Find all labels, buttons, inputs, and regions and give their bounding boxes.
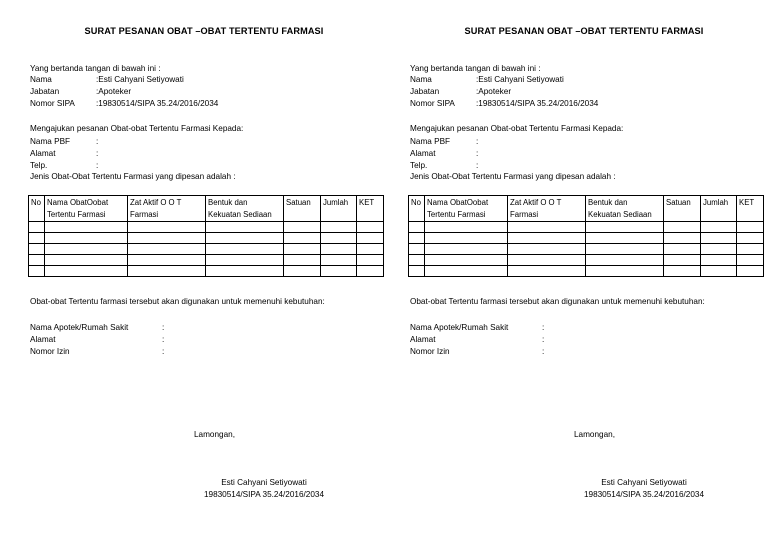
- license-row: [410, 346, 545, 357]
- order-table: [408, 195, 764, 277]
- pharmacy-name-value: :: [162, 323, 165, 332]
- pbf-name-row: [30, 136, 99, 147]
- pbf-phone-label: Telp.: [410, 161, 428, 170]
- form-title: SURAT PESANAN OBAT –OBAT TERTENTU FARMASI: [84, 26, 324, 36]
- table-row: [409, 222, 764, 233]
- name-row: [410, 74, 564, 85]
- place-date: Lamongan,: [574, 430, 615, 439]
- order-form-left: [26, 0, 386, 543]
- signer-number: 19830514/SIPA 35.24/2016/2034: [203, 490, 325, 499]
- header-quantity: Jumlah: [321, 196, 357, 222]
- position-value: :Apoteker: [96, 87, 132, 96]
- pharmacy-name-label: Nama Apotek/Rumah Sakit: [30, 323, 129, 332]
- pbf-name-row: [410, 136, 479, 147]
- pharmacy-address-row: [30, 334, 165, 345]
- request-text: Mengajukan pesanan Obat-obat Tertentu Farmasi Kepada:: [30, 124, 244, 133]
- pbf-phone-row: [30, 160, 99, 171]
- name-row: [30, 74, 184, 85]
- pharmacy-name-value: :: [542, 323, 545, 332]
- header-notes: KET: [737, 196, 764, 222]
- header-unit: Satuan: [664, 196, 701, 222]
- order-table: [28, 195, 384, 277]
- pharmacy-address-value: :: [162, 335, 165, 344]
- signer-name: Esti Cahyani Setiyowati: [221, 478, 307, 487]
- pbf-phone-label: Telp.: [30, 161, 48, 170]
- pbf-address-row: [30, 148, 99, 159]
- request-text: Mengajukan pesanan Obat-obat Tertentu Farmasi Kepada:: [410, 124, 624, 133]
- signature-block: [564, 477, 724, 501]
- name-label: Nama: [410, 75, 432, 84]
- purpose-text: Obat-obat Tertentu farmasi tersebut akan digunakan untuk memenuhi kebutuhan:: [410, 297, 705, 306]
- sipa-label: Nomor SIPA: [410, 99, 455, 108]
- pbf-phone-value: :: [476, 161, 479, 170]
- purpose-text: Obat-obat Tertentu farmasi tersebut akan digunakan untuk memenuhi kebutuhan:: [30, 297, 325, 306]
- order-form-right: [406, 0, 766, 543]
- header-unit: Satuan: [284, 196, 321, 222]
- table-row: [29, 266, 384, 277]
- table-header-row: [409, 196, 764, 222]
- intro-text: Yang bertanda tangan di bawah ini :: [30, 64, 161, 73]
- position-label: Jabatan: [410, 87, 440, 96]
- pbf-address-value: :: [476, 149, 479, 158]
- table-row: [409, 266, 764, 277]
- sipa-value: :19830514/SIPA 35.24/2016/2034: [476, 99, 599, 108]
- header-no: No: [29, 196, 45, 222]
- header-active-substance: Zat Aktif O O T Farmasi: [128, 196, 206, 222]
- pbf-address-label: Alamat: [30, 149, 56, 158]
- license-label: Nomor Izin: [410, 347, 450, 356]
- sipa-value: :19830514/SIPA 35.24/2016/2034: [96, 99, 219, 108]
- name-value: :Esti Cahyani Setiyowati: [476, 75, 564, 84]
- pbf-name-label: Nama PBF: [30, 137, 71, 146]
- license-label: Nomor Izin: [30, 347, 70, 356]
- pbf-phone-row: [410, 160, 479, 171]
- pharmacy-address-label: Alamat: [30, 335, 56, 344]
- intro-text: Yang bertanda tangan di bawah ini :: [410, 64, 541, 73]
- signer-name: Esti Cahyani Setiyowati: [601, 478, 687, 487]
- pbf-address-value: :: [96, 149, 99, 158]
- header-drug-name: Nama ObatOobat Tertentu Farmasi: [45, 196, 128, 222]
- pharmacy-address-row: [410, 334, 545, 345]
- table-row: [29, 233, 384, 244]
- header-no: No: [409, 196, 425, 222]
- sipa-row: [410, 98, 599, 109]
- pharmacy-name-label: Nama Apotek/Rumah Sakit: [410, 323, 509, 332]
- header-dosage-form: Bentuk dan Kekuatan Sediaan: [586, 196, 664, 222]
- name-label: Nama: [30, 75, 52, 84]
- table-row: [29, 222, 384, 233]
- pbf-address-label: Alamat: [410, 149, 436, 158]
- license-value: :: [542, 347, 545, 356]
- license-row: [30, 346, 165, 357]
- pbf-name-label: Nama PBF: [410, 137, 451, 146]
- signature-block: [184, 477, 344, 501]
- name-value: :Esti Cahyani Setiyowati: [96, 75, 184, 84]
- types-text: Jenis Obat-Obat Tertentu Farmasi yang dipesan adalah :: [30, 172, 236, 181]
- position-row: [410, 86, 512, 97]
- header-dosage-form: Bentuk dan Kekuatan Sediaan: [206, 196, 284, 222]
- pbf-name-value: :: [96, 137, 99, 146]
- table-row: [409, 233, 764, 244]
- table-row: [29, 255, 384, 266]
- header-notes: KET: [357, 196, 384, 222]
- signer-number: 19830514/SIPA 35.24/2016/2034: [583, 490, 705, 499]
- position-row: [30, 86, 132, 97]
- pbf-name-value: :: [476, 137, 479, 146]
- pharmacy-address-value: :: [542, 335, 545, 344]
- place-date: Lamongan,: [194, 430, 235, 439]
- table-row: [409, 244, 764, 255]
- sipa-row: [30, 98, 219, 109]
- header-quantity: Jumlah: [701, 196, 737, 222]
- pharmacy-address-label: Alamat: [410, 335, 436, 344]
- types-text: Jenis Obat-Obat Tertentu Farmasi yang dipesan adalah :: [410, 172, 616, 181]
- table-row: [29, 244, 384, 255]
- table-row: [409, 255, 764, 266]
- position-value: :Apoteker: [476, 87, 512, 96]
- sipa-label: Nomor SIPA: [30, 99, 75, 108]
- header-active-substance: Zat Aktif O O T Farmasi: [508, 196, 586, 222]
- license-value: :: [162, 347, 165, 356]
- pharmacy-name-row: [30, 322, 165, 333]
- position-label: Jabatan: [30, 87, 60, 96]
- pharmacy-name-row: [410, 322, 545, 333]
- form-title: SURAT PESANAN OBAT –OBAT TERTENTU FARMASI: [464, 26, 704, 36]
- table-header-row: [29, 196, 384, 222]
- pbf-address-row: [410, 148, 479, 159]
- pbf-phone-value: :: [96, 161, 99, 170]
- header-drug-name: Nama ObatOobat Tertentu Farmasi: [425, 196, 508, 222]
